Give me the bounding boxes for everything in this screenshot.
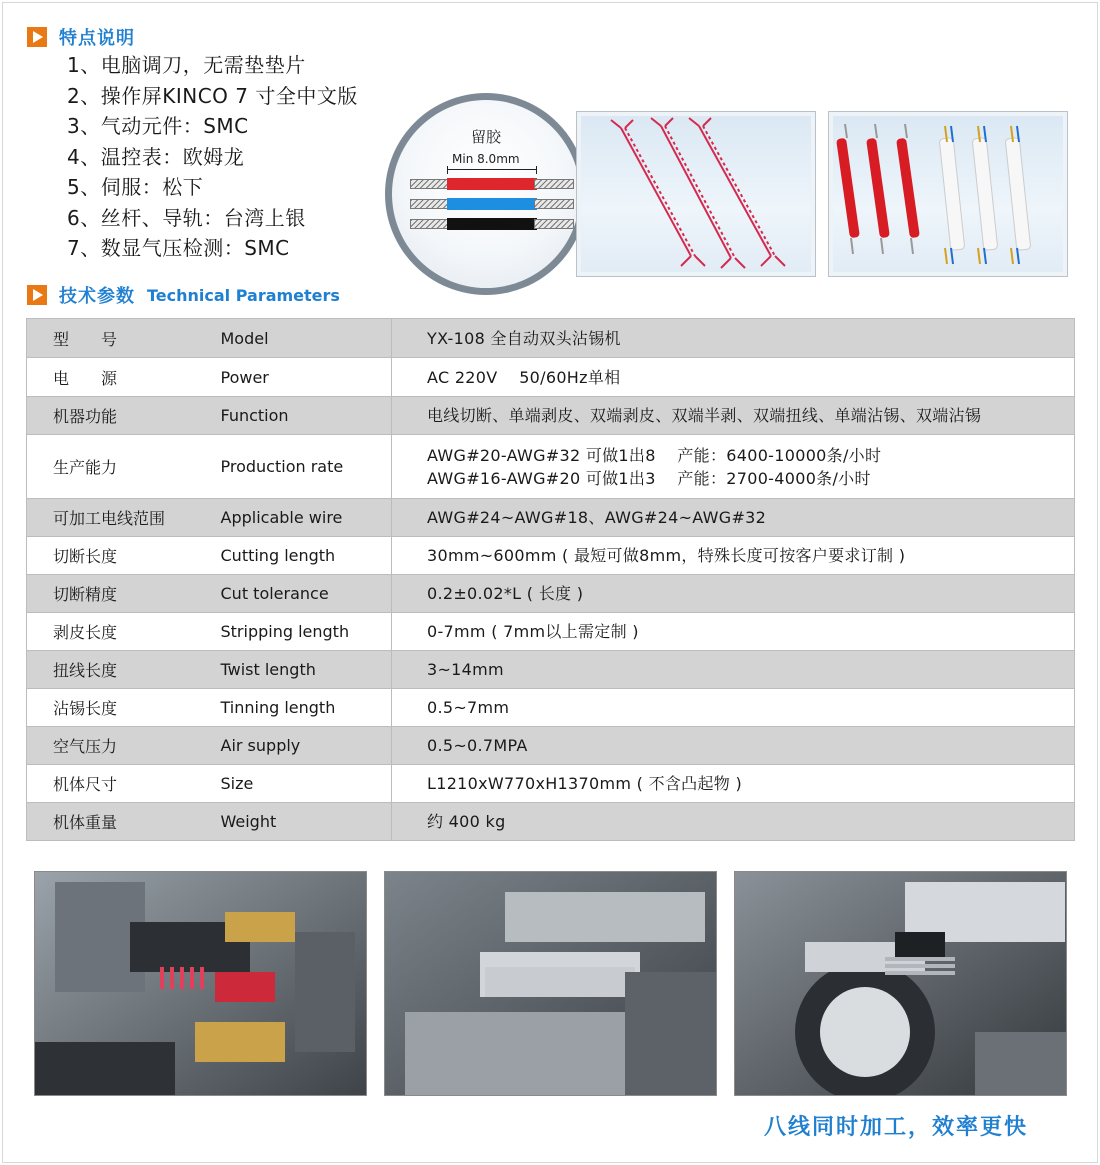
row-label-zh: 空气压力 bbox=[27, 727, 195, 765]
row-label-en: Weight bbox=[195, 803, 392, 841]
table-row bbox=[27, 727, 1075, 765]
dimension-line bbox=[447, 166, 537, 174]
diagram-dimension: Min 8.0mm bbox=[452, 152, 520, 166]
table-row bbox=[27, 358, 1075, 397]
row-value: 0.2±0.02*L ( 长度 ) bbox=[392, 575, 1075, 613]
table-row bbox=[27, 537, 1075, 575]
specs-table bbox=[26, 318, 1075, 841]
row-label-zh: 机体重量 bbox=[27, 803, 195, 841]
row-label-zh: 切断长度 bbox=[27, 537, 195, 575]
play-arrow-icon bbox=[27, 285, 47, 305]
row-label-zh: 剥皮长度 bbox=[27, 613, 195, 651]
row-value: L1210xW770xH1370mm ( 不含凸起物 ) bbox=[392, 765, 1075, 803]
row-label-zh: 沾锡长度 bbox=[27, 689, 195, 727]
table-row bbox=[27, 689, 1075, 727]
play-arrow-icon bbox=[27, 27, 47, 47]
diagram-label: 留胶 bbox=[470, 128, 501, 146]
diagram-wire-red bbox=[392, 178, 580, 190]
wire-core bbox=[447, 218, 537, 230]
table-row bbox=[27, 319, 1075, 358]
machine-photo-3 bbox=[734, 871, 1067, 1096]
row-value: 3~14mm bbox=[392, 651, 1075, 689]
feature-item: 4、温控表：欧姆龙 bbox=[67, 144, 245, 169]
wire-core bbox=[447, 198, 537, 210]
feature-item: 7、数显气压检测：SMC bbox=[67, 236, 290, 260]
row-label-en: Size bbox=[195, 765, 392, 803]
specs-title-zh: 技术参数 bbox=[59, 286, 135, 307]
table-row bbox=[27, 613, 1075, 651]
row-label-en: Tinning length bbox=[195, 689, 392, 727]
row-label-zh: 电 源 bbox=[27, 358, 195, 397]
row-label-en: Stripping length bbox=[195, 613, 392, 651]
features-list bbox=[67, 50, 358, 264]
row-label-en: Model bbox=[195, 319, 392, 358]
row-label-en: Cutting length bbox=[195, 537, 392, 575]
row-label-zh: 生产能力 bbox=[27, 435, 195, 499]
features-heading bbox=[27, 24, 135, 50]
row-label-zh: 型 号 bbox=[27, 319, 195, 358]
table-row bbox=[27, 803, 1075, 841]
wire-core bbox=[447, 178, 537, 190]
row-value: 0.5~7mm bbox=[392, 689, 1075, 727]
feature-item: 3、气动元件：SMC bbox=[67, 114, 249, 138]
diagram-wire-blue bbox=[392, 198, 580, 210]
specs-heading bbox=[27, 282, 340, 308]
table-row bbox=[27, 651, 1075, 689]
specs-title-en: Technical Parameters bbox=[147, 285, 340, 305]
row-label-zh: 切断精度 bbox=[27, 575, 195, 613]
row-label-en: Cut tolerance bbox=[195, 575, 392, 613]
twisted-wire-photo bbox=[576, 111, 816, 277]
table-row bbox=[27, 435, 1075, 499]
row-label-zh: 机器功能 bbox=[27, 397, 195, 435]
row-label-en: Applicable wire bbox=[195, 499, 392, 537]
diagram-wire-black bbox=[392, 218, 580, 230]
row-label-en: Function bbox=[195, 397, 392, 435]
features-title: 特点说明 bbox=[59, 28, 135, 49]
row-value: 30mm~600mm ( 最短可做8mm，特殊长度可按客户要求订制 ) bbox=[392, 537, 1075, 575]
sleeved-wires-image bbox=[833, 116, 1063, 272]
row-value: YX-108 全自动双头沾锡机 bbox=[392, 319, 1075, 358]
twisted-wires-image bbox=[581, 116, 811, 272]
row-label-en: Power bbox=[195, 358, 392, 397]
table-row bbox=[27, 765, 1075, 803]
table-row bbox=[27, 397, 1075, 435]
row-label-zh: 机体尺寸 bbox=[27, 765, 195, 803]
row-value: 约 400 kg bbox=[392, 803, 1075, 841]
machine-photo-1 bbox=[34, 871, 367, 1096]
row-label-en: Twist length bbox=[195, 651, 392, 689]
feature-item: 5、伺服：松下 bbox=[67, 175, 204, 199]
machine-photo-2 bbox=[384, 871, 717, 1096]
row-label-en: Production rate bbox=[195, 435, 392, 499]
feature-item: 1、电脑调刀，无需垫垫片 bbox=[67, 53, 306, 77]
row-label-zh: 扭线长度 bbox=[27, 651, 195, 689]
tin-length-diagram bbox=[385, 93, 587, 295]
row-value: AWG#20-AWG#32 可做1出8 产能：6400-10000条/小时 AWG#16-AWG#20 可做1出3 产能：2700-4000条/小时 bbox=[392, 435, 1075, 499]
row-value: 0-7mm ( 7mm以上需定制 ) bbox=[392, 613, 1075, 651]
row-value: AWG#24~AWG#18、AWG#24~AWG#32 bbox=[392, 499, 1075, 537]
tagline: 八线同时加工，效率更快 bbox=[764, 1115, 1029, 1140]
table-row bbox=[27, 575, 1075, 613]
table-row bbox=[27, 499, 1075, 537]
feature-item: 2、操作屏KINCO 7 寸全中文版 bbox=[67, 83, 358, 108]
sleeved-wire-photo bbox=[828, 111, 1068, 277]
row-value: 0.5~0.7MPA bbox=[392, 727, 1075, 765]
row-label-en: Air supply bbox=[195, 727, 392, 765]
row-label-zh: 可加工电线范围 bbox=[27, 499, 195, 537]
row-value: 电线切断、单端剥皮、双端剥皮、双端半剥、双端扭线、单端沾锡、双端沾锡 bbox=[392, 397, 1075, 435]
feature-item: 6、丝杆、导轨：台湾上银 bbox=[67, 205, 306, 230]
row-value: AC 220V 50/60Hz单相 bbox=[392, 358, 1075, 397]
